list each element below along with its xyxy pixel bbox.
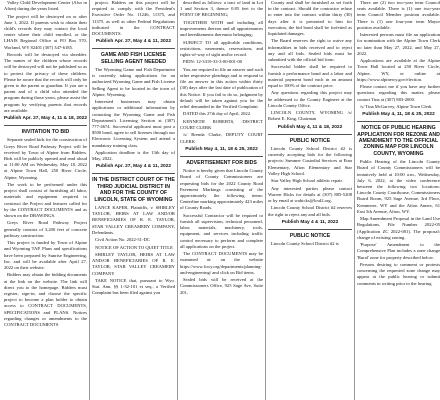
notice-heading: PUBLIC NOTICE <box>289 232 331 239</box>
notice-paragraph: KENNETH ROBERTS, DISTRICT COURT CLERK <box>180 118 263 130</box>
notice-paragraph: SUBJECT TO all applicable conditions, restrictions, easements, reservations, and rights-of-way of sight and/or record. <box>180 39 263 57</box>
notice-paragraph: The project will be destroyed on or after June 1, 2022. If parents wish to obtain their child's records they may contact the local center where their child enrolled, or the LHAIS Regional Office at PO Box 570, Worland, WY 82401 (307) 347-6185. <box>4 13 87 50</box>
notice-paragraph: Greys River Road Pathway Project generally consists of 3,200 feet of concrete pathway construction. <box>4 220 87 238</box>
notice-paragraph: You are required to file an answer and such other responsive pleadings and to respond to file an answer in this action within thirty (30) days after the last date of publication of this Notice. If you fail to do so, judgment by default will be taken against you for the relief demanded in the Verified Complaint. <box>180 66 263 109</box>
notice-paragraph: Please contact me if you have any further questions regarding this matter, please contact Tina at (307) 883-2000. <box>357 84 440 102</box>
notice-paragraph: TAKE NOTICE that, pursuant to Wyo. Stat. Ann. §§ 1-32-101 et seq., a Verified Complaint has been filed against you <box>92 278 175 296</box>
notice-heading: ADVERTISEMENT FOR BIDS <box>186 159 257 166</box>
notice-paragraph: 'Purpose' Amendment to the Comprehensive Plan includes a zone change 'Rural' zone for property described below. <box>357 242 440 260</box>
column-3 <box>180 0 263 400</box>
notice-paragraph: TOGETHER WITH and including all improvements thereon and all appurtenances and hereditaments thereunto belonging; <box>180 19 263 38</box>
notice-paragraph: The Board reserves the right to waive any informalities in bids received and to reject any and all bids. Sealed bids must be submitted with the official bid form. <box>268 38 352 63</box>
column-4 <box>268 0 352 400</box>
notice-paragraph: Valley Child Development Center (Also in Afton) during the years listed. <box>4 0 87 12</box>
notice-paragraph: Interested businesses may obtain applications or additional information by contacting the Wyoming Game and Fish Department's Licensing Section at (307) 777-4674. Successful applicant must post a $500 bond, agree to sell licenses through our Electronic Licensing System and attend a mandatory training class. <box>92 99 175 148</box>
notice-paragraph: Records will be destroyed via shredder. The names of the children whose records will be destroyed will not be published so as to protect the privacy of these children. Please be aware that the records will only be given to the parent or guardian. If you are a parent and of a child who attended the program during those years, please assist the program by verifying parents that records are available. <box>4 52 87 113</box>
notice-heading: INVITATION TO BID <box>21 129 70 136</box>
notice-paragraph: There are (2) two two-year term Council seats available. There is (1) one two-year term Council Member position available. There is (1) one four-year term Mayor position available. <box>357 0 440 30</box>
notice-paragraph: described as follows: a tract of land in Lot 1 and Section 3, thence 0.85 feet to the POINT OF BEGINNING; <box>180 0 263 18</box>
notice-separator <box>180 156 263 157</box>
notice-paragraph: Successful bidder shall be required to furnish a performance bond and a labor and material payment bond each in an amount equal to 100% of the contract price. <box>268 64 352 89</box>
notice-paragraph: Lincoln County School District #2 reserves the right to reject any and all bids. <box>268 205 352 217</box>
notice-paragraph: Sealed bids will be received at the Commissioners Office, 925 Sage Ave, Suite 201, <box>180 277 263 295</box>
notice-paragraph: The Wyoming Game and Fish Department is currently taking applications for an authorized Wyoming Game and Fish License Selling Agent to be located in the town of Alpine, Wyoming. <box>92 67 175 97</box>
column-1 <box>4 0 87 400</box>
publish-dates: Publish May 4, 11 & 18, 2022 <box>277 124 343 130</box>
notice-separator <box>92 48 175 49</box>
notice-paragraph: This project is funded by Town of Alpine and Wyoming TAP. Plans and specifications have been prepared by Sunrise Engineering, Inc. and will be available after April 27, 2022 on their website. <box>4 240 87 271</box>
notice-paragraph: project. Bidders on this project will be required to comply with the President's Executive Order No. 11246, 11375, and 11375, as well as other Federal Regulations indicated in the CONTRACT DOCUMENTS. <box>92 0 175 37</box>
notice-separator <box>268 134 352 135</box>
column-2 <box>92 0 175 400</box>
column-5 <box>357 0 440 400</box>
publish-dates: Publish Apr. 27, May 4 & 11, 2022 <box>95 39 171 45</box>
notice-paragraph: Public Hearing of the Lincoln County Board of County Commissioners will be tentatively held at 10:00 a.m., Wednesday, July 6, 2022, at the video conference between the following two locations: Lincoln County Courthouse, Commissioners Board Room, 925 Sage Avenue, 3rd Floor, Kemmerer, WY and the Afton Annex, 61 East 5th Avenue, Afton, WY. <box>357 159 440 214</box>
notice-paragraph: LINCOLN COUNTY, WYOMING /s/ Robert E. King, Chairman <box>268 110 352 122</box>
notice-paragraph: NOTICE OF ACTION TO QUIET TITLE <box>95 244 173 250</box>
notice-paragraph: Separate sealed bids for the construction of Greys River Road Pathway Project will be received by Town of Alpine from Bidders. Bids will be publicly opened and read aloud at 11:00 AM on Wednesday, May 18, 2022 at Alpine Town Hall, 250 River Circle, Alpine, Wyoming. <box>4 137 87 180</box>
notice-heading: IN THE DISTRICT COURT OF THE THIRD JUDICIAL DISTRICT IN AND FOR THE COUNTY OF LINCOLN, STATE OF WYOMING <box>92 177 175 203</box>
publish-dates: Publish May 4 & 11, 2022 <box>281 219 339 225</box>
column-divider <box>89 0 90 400</box>
notice-paragraph: DATED this 27th day of April, 2022. <box>183 111 252 117</box>
notice-paragraph: Bidders may obtain the bidding documents at the link on the website. The link will direct you to the homepage. Bidders must register, sign-in, and choose the specific project to become a plan holder to obtain access to CONTRACT DOCUMENTS, SPECIFICATIONS and PLANS. Notices regarding changes or amendments to the CONTRACT DOCUMENTS <box>4 272 87 328</box>
notice-paragraph: The CONTRACT DOCUMENTS may be examined at: on the website https://www.lcwy.org/departments/planning-and-engineering/ and click on Bid items. <box>180 251 263 275</box>
notice-paragraph: Map Amendment Proposal in the Land Use Regulations, File Number 2022-05 (Application ZC 2022-001). The proposal: change of existing zoning. <box>357 216 440 240</box>
notice-paragraph: The work to be performed under this project shall consist of furnishing all labor, materials and equipment required to construct the Project and features called for by the CONTRACT DOCUMENTS and as shown on the DRAWINGS. <box>4 182 87 219</box>
notice-heading: NOTICE OF PUBLIC HEARING APPLICATION FOR REZONE AND AMENDMENT TO THE OFFICIAL ZONING MAP FOR LINCOLN COUNTY, WYOMING <box>357 125 440 157</box>
publish-dates: Publish May 4, 11, 18 & 25, 2022 <box>362 112 435 118</box>
notice-paragraph: PIDN: 12-3319-33-3-00-001-00 <box>183 59 243 65</box>
notice-paragraph: Lincoln County School District #2 is currently accepting bids for the following projects: Summer Custodial Services at Etna Elementary, Afton Elementary and Star Valley High School. <box>268 146 352 176</box>
notice-paragraph: Civil Action No. 2022-51-DC <box>95 237 150 243</box>
column-divider <box>177 0 178 400</box>
notice-heading: PUBLIC NOTICE <box>289 137 331 144</box>
notice-paragraph: /s/ Tina McGarvey, Alpine Town Clerk <box>360 104 432 109</box>
notice-paragraph: SHIRLEY TAYLOR, HEIRS AT LAW AND/OR BENEFICIARIES OF R. E. TAYLOR, STAR VALLEY CREAMERY COMPANY <box>92 252 175 276</box>
notice-paragraph: Applications are available at the Alpine Town Hall located at 250 River Circle, Alpine, WY, or online at https://www.alpinewy.gov/election. <box>357 58 440 82</box>
notice-paragraph: Application deadline is the 13th day of May, 2022. <box>92 150 175 162</box>
publish-dates: Publish Apr. 27, May 4 & 11, 2022 <box>95 164 171 170</box>
notice-separator <box>357 121 440 122</box>
notice-paragraph: /s/ Brenda Clarke, DEPUTY COURT CLERK <box>180 132 263 144</box>
notice-paragraph: Persons desiring to comment or protests concerning the requested zone change may appear at the public hearing or submit comments in writing prior to the hearing <box>357 262 440 286</box>
notice-separator <box>268 229 352 230</box>
notice-paragraph: Notice is hereby given that Lincoln County Board of County Commissioners are requesting bids for the 2022 County Road Pavement Markings consisting of the approximately the following items: Centerline marking approximately 423 miles of County Roads. <box>180 168 263 211</box>
notice-paragraph: Lincoln County School District #2 is <box>271 241 339 247</box>
notice-separator <box>92 173 175 174</box>
notice-paragraph: LANCE KAPER, Plaintiffs, v. SHIRLEY TAYLOR, HEIRS AT LAW AND/OR BENEFICIARIES OF R. E. TAYLOR, STAR VALLEY CREAMERY COMPANY, Defendants. <box>92 205 175 235</box>
notice-paragraph: Interested persons must file an application for nomination with the Alpine Town Clerk no later than May 27, 2022, and May 27, 2022. <box>357 32 440 56</box>
publish-dates: Publish May 4, 11, 18 & 25, 2022 <box>185 146 258 152</box>
notice-paragraph: Any questions regarding this project may be addressed to the County Engineer at the Lincoln County Office. <box>268 90 352 108</box>
notice-paragraph: Any interested parties please contact Warren Hicks for details at (307) 885-5208 or by email at wahicks@lcsd2.org. <box>268 185 352 204</box>
column-divider <box>265 0 266 400</box>
notice-paragraph: Star Valley High School athletic repair. <box>271 178 343 184</box>
notice-paragraph: County and shall be furnished as set forth in the contract. Should the contractor refuse to enter into the contract within thirty (30) days after it is presented to him for execution, the bid bond shall be forfeited as liquidated damages. <box>268 0 352 37</box>
notice-paragraph: Successful Contractor will be required to furnish all supervision, technical personnel, labor, materials, machinery, tools, equipment, and services including traffic control necessary to perform and complete all applications on the project. <box>180 212 263 249</box>
column-divider <box>354 0 355 400</box>
notice-separator <box>4 125 87 126</box>
publish-dates: Publish Apr. 27, May 4, 11 & 18, 2022 <box>4 116 88 122</box>
notice-heading: GAME AND FISH LICENSE SELLING AGENT NEEDED <box>100 52 167 65</box>
